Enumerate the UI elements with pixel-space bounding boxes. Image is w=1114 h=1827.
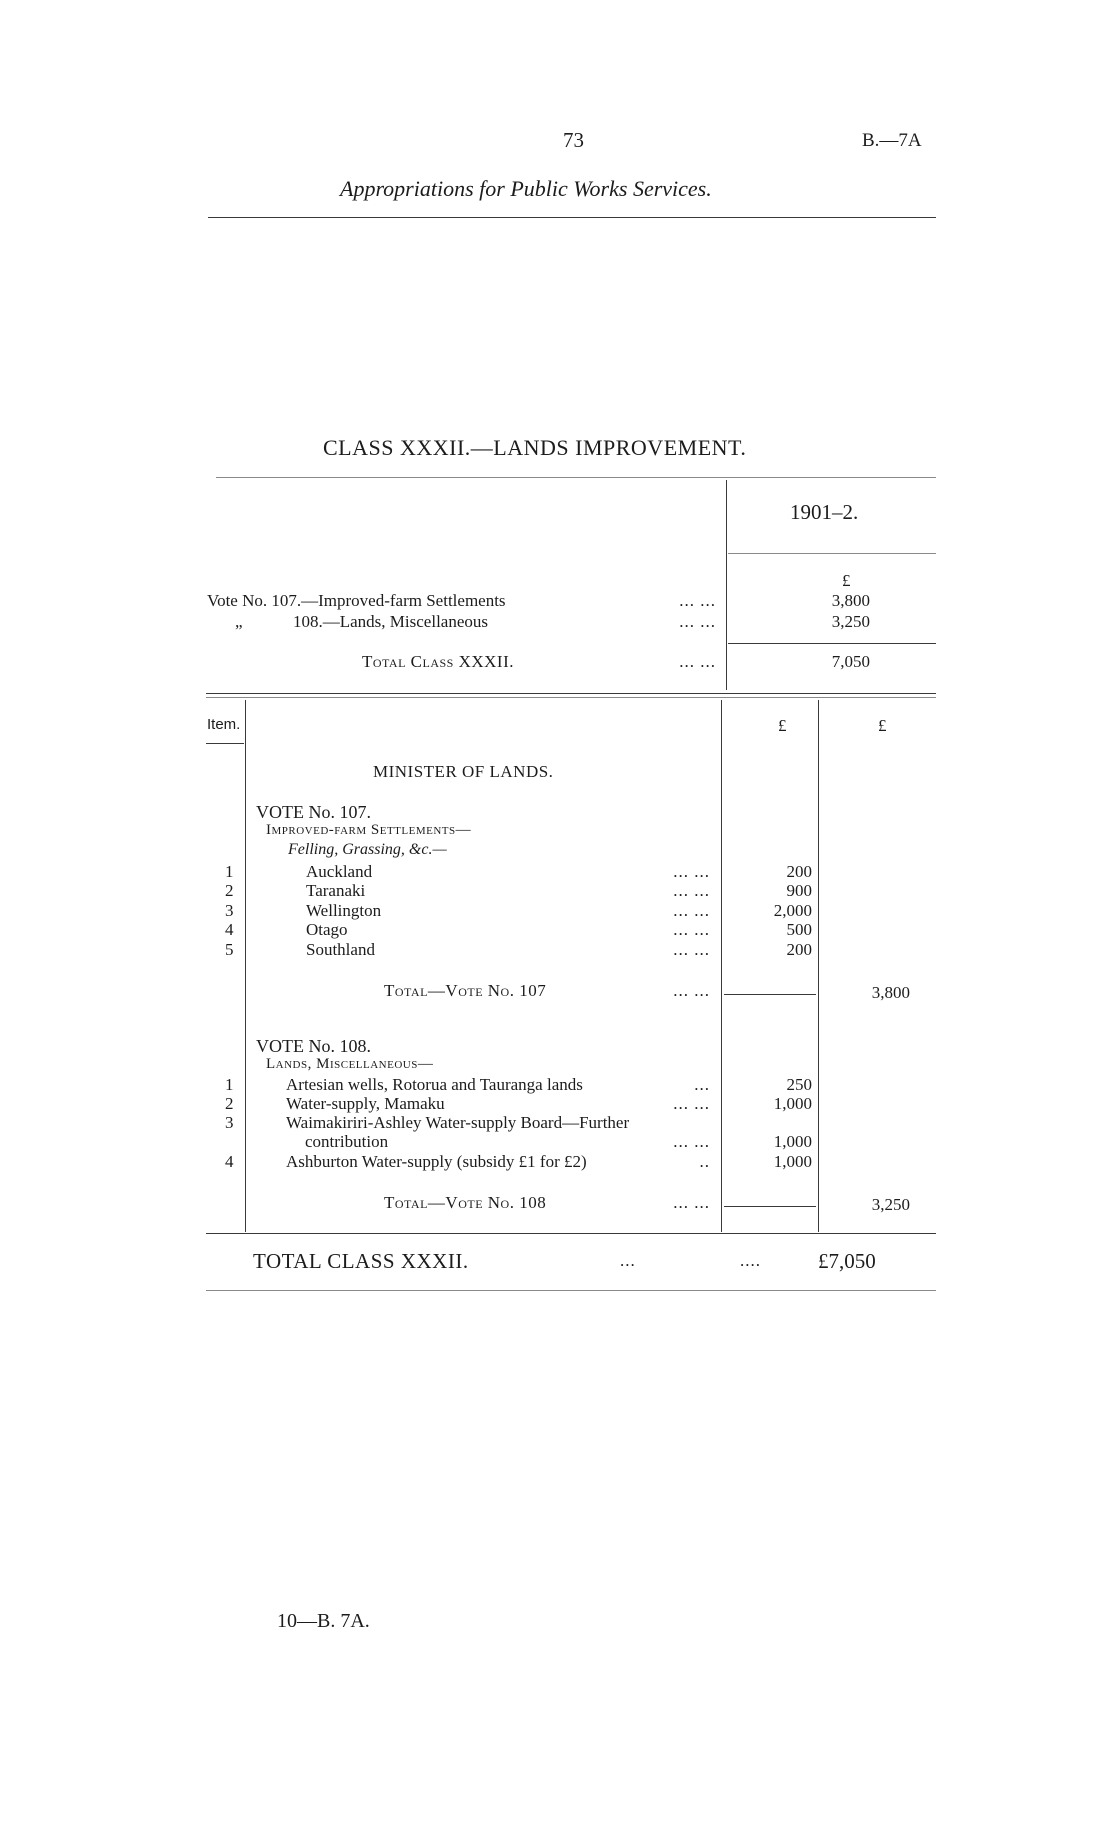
amount-column-divider-2 [818,700,819,1232]
item-number: 3 [225,1113,234,1132]
col2-currency-heading: £ [878,716,887,735]
item-label: Taranaki [306,881,366,900]
item-number: 4 [225,1152,234,1171]
summary-row-dots: ... ... [679,612,716,631]
vote-107-total-rule [724,994,816,995]
item-label: Waimakiriri-Ashley Water-supply Board—Further [286,1113,630,1132]
vote-108-heading: VOTE No. 108. [256,1036,371,1056]
item-amount: 1,000 [773,1152,812,1171]
summary-total-amount: 7,050 [831,652,870,671]
item-dots: ... [694,1075,710,1094]
summary-year-heading: 1901–2. [790,500,859,524]
item-amount: 200 [786,862,812,881]
detail-top-rule [206,693,936,694]
grand-total-label: TOTAL CLASS XXXII. [253,1249,469,1273]
grand-total-top-rule [206,1233,936,1234]
vote-107-total-dots: ... ... [673,981,710,1000]
summary-row-prefix: „ [235,612,243,631]
vote-108-total-label: Total—Vote No. 108 [384,1193,547,1212]
item-dots: ... ... [673,881,710,900]
vote-108-total-rule [724,1206,816,1207]
item-number: 5 [225,940,234,959]
vote-107-heading: VOTE No. 107. [256,802,371,822]
class-title: CLASS XXXII.—LANDS IMPROVEMENT. [323,435,747,460]
item-amount: 1,000 [773,1132,812,1151]
footer-signature: 10—B. 7A. [277,1610,370,1632]
item-heading-rule [206,743,244,744]
summary-row-dots: ... ... [679,591,716,610]
summary-row-amount: 3,250 [831,612,870,631]
grand-total-dots: .... [740,1251,761,1270]
item-dots: ... ... [673,1132,710,1151]
item-number: 1 [225,862,234,881]
item-dots: ... ... [673,901,710,920]
item-number: 1 [225,1075,234,1094]
summary-row-label: 108.—Lands, Miscellaneous [293,612,488,631]
vote-107-total-label: Total—Vote No. 107 [384,981,547,1000]
amount-column-divider-1 [721,700,722,1232]
item-dots: ... ... [673,920,710,939]
item-label-continued: contribution [305,1132,389,1151]
vote-107-subheading: Improved-farm Settlements— [266,822,472,838]
item-amount: 200 [786,940,812,959]
vote-108-subheading: Lands, Miscellaneous— [266,1056,434,1072]
item-amount: 900 [786,881,812,900]
summary-column-divider [726,480,727,690]
item-dots: ... ... [673,862,710,881]
detail-top-rule-double [206,697,936,698]
item-number: 2 [225,1094,234,1113]
summary-currency-heading: £ [842,571,851,590]
item-number: 3 [225,901,234,920]
summary-total-dots: ... ... [679,652,716,671]
item-amount: 1,000 [773,1094,812,1113]
item-label: Otago [306,920,348,939]
item-heading: Item. [207,716,241,733]
grand-total-amount: £7,050 [818,1249,876,1273]
item-amount: 500 [786,920,812,939]
item-dots: ... ... [673,940,710,959]
summary-row-amount: 3,800 [831,591,870,610]
grand-total-dots: ... [620,1251,636,1270]
page-number: 73 [563,128,584,152]
summary-total-rule [728,643,936,644]
item-amount: 250 [786,1075,812,1094]
page-title: Appropriations for Public Works Services. [340,176,712,201]
item-column-divider [245,700,246,1232]
summary-row [207,591,506,611]
item-number: 4 [225,920,234,939]
item-label: Southland [306,940,375,959]
item-label: Wellington [306,901,382,920]
item-label: Artesian wells, Rotorua and Tauranga lands [286,1075,583,1094]
summary-year-rule [728,553,936,554]
summary-row-label: Vote No. 107.—Improved-farm Settlements [207,591,506,610]
col1-currency-heading: £ [778,716,787,735]
item-amount: 2,000 [773,901,812,920]
summary-top-rule [216,477,936,478]
vote-107-total-amount: 3,800 [871,983,910,1002]
summary-total-label: Total Class XXXII. [362,652,515,671]
item-label: Water-supply, Mamaku [286,1094,445,1113]
header-rule [208,217,936,218]
grand-total-bottom-rule [206,1290,936,1291]
vote-108-total-dots: ... ... [673,1193,710,1212]
document-reference: B.—7A [862,130,922,151]
item-label: Auckland [306,862,373,881]
item-number: 2 [225,881,234,900]
item-dots: ... ... [673,1094,710,1113]
item-label: Ashburton Water-supply (subsidy £1 for £2) [286,1152,587,1171]
minister-heading: MINISTER OF LANDS. [373,762,554,781]
vote-108-total-amount: 3,250 [871,1195,910,1214]
vote-107-subsubheading: Felling, Grassing, &c.— [288,841,447,858]
item-dots: .. [699,1152,710,1171]
